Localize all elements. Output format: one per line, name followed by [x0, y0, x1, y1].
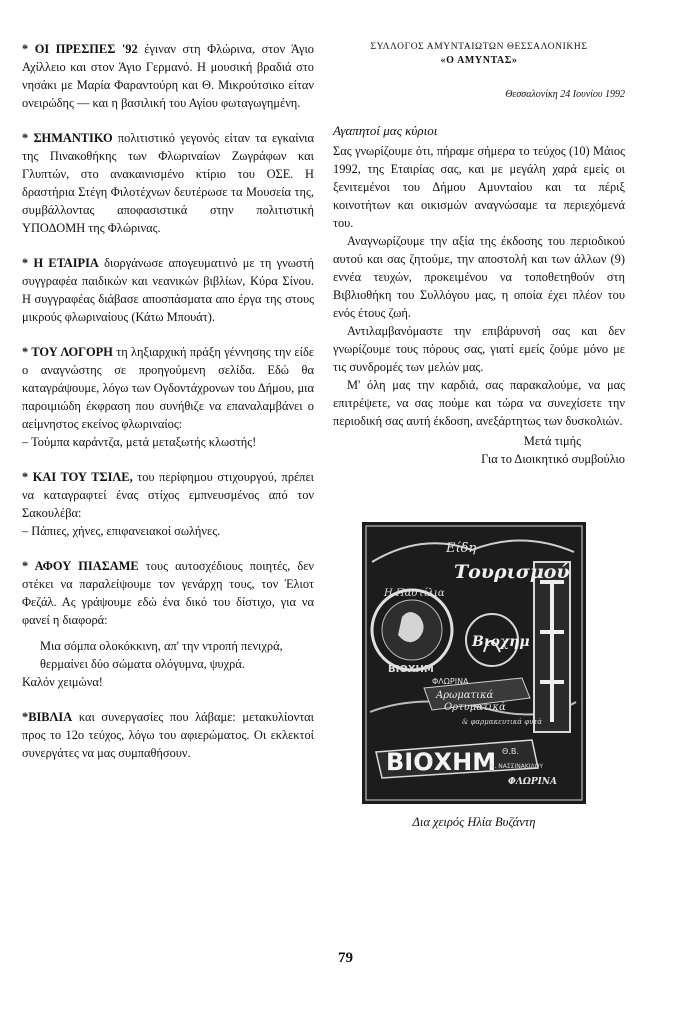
news-item-gallery: * ΣΗΜΑΝΤΙΚΟ πολιτιστικό γεγονός είταν τα εγκαίνια της Πινακοθήκης των Φλωριναίων Ζωγράφων και Γλυπτών, στο ανακαινισμένο κτίριο του ΟΣΕ. Η δραστήρια Στέγη Φιλοτέχνων δευτέρωσε τα Μουσεία της, συμβάλλοντας αποφασιστικά στην πολιτιστική ΥΠΟΔΟΜΗ της Φλώρινας. — [22, 131, 315, 235]
news-item-tsile: * ΚΑΙ ΤΟΥ ΤΣΙΛΕ, του περίφημου στιχουργού, πρέπει να καταγραφτεί ένας στίχος εμπνευσμένος από τον Σακουλέβα: – Πάπιες, χήνες, επιφανειακοί σωλήνες. — [22, 470, 314, 538]
left-column — [22, 40, 314, 779]
org-title: «Ο ΑΜΥΝΤΑΣ» — [440, 55, 518, 66]
sign-text: Αρωματικά — [436, 690, 494, 701]
letter-paragraph: Σας γνωρίζουμε ότι, πήραμε σήμερα το τεύχος (10) Μάιος 1992, της Εταιρίας σας, και με μεγάλη χαρά εμείς οι ξενιτεμένοι του Δήμου Αμυνταίου και τα πέριξ κοινοτήτων και οικισμών αναγνώσαμε τα περιεχόμενά του. — [333, 144, 625, 230]
news-item-logoris: * ΤΟΥ ΛΟΓΟΡΗ τη ληξιαρχική πράξη γέννησης την είδε ο αναγνώστης σε προηγούμενη σελίδα. Εδώ θα καταγράψουμε, λόγω των Ογδοντάχρονων του Δήμου, μια παροιμιώδη έκφραση που συνήθιζε να επαναλαμβάνει ο αείμνηστος εκείνος φλωριναίος: – Τούμπα καράντζα, μετά μεταξωτής κλωστής! — [22, 345, 314, 449]
sign-text: ΒΙΟΧΗΜ — [386, 748, 497, 776]
sign-text: Τουρισμού — [454, 561, 570, 583]
letter-column — [333, 40, 625, 468]
poem-line-1: Μια σόμπα ολοκόκκινη, απ' την ντροπή πενιχρά, — [40, 639, 283, 653]
shop-sign-drawing — [362, 522, 586, 804]
poem — [22, 637, 314, 691]
poem-line-2: θερμαίνει δύο σώματα ολόγυμνα, ψυχρά. — [40, 657, 245, 671]
poem-line-3: Καλόν χειμώνα! — [22, 675, 103, 689]
letter-body — [333, 142, 625, 430]
news-item-poets: * ΑΦΟΥ ΠΙΑΣΑΜΕ τους αυτοσχέδιους ποιητές, δεν στέκει να παραλείψουμε τον γενάρχη τους, τον Έλιοτ Φεζάλ. Ας γράψουμε εδώ ένα δικό του δίστιχο, για να φανεί η διαφορά: — [22, 559, 314, 627]
verse-quote: – Πάπιες, χήνες, επιφανειακοί σωλήνες. — [22, 524, 221, 538]
letter-paragraph: Αναγνωρίζουμε την αξία της έκδοσης του περιοδικού αυτού και σας ζητούμε, την αποστολή και των άλλων (9) εννέα τευχών, προκειμένου να τοποθετηθούν στη Βιβλιοθήκη του Συλλόγου μας, η οποία έχει πλέον του ενός έτους ζωή. — [333, 234, 625, 320]
sign-text: Ν. ΝΑΣΣΙΝΑΚΙΔΟΥ — [490, 763, 544, 770]
sign-text: & φαρμακευτικά φυτά — [462, 718, 542, 726]
news-item-society: * Η ΕΤΑΙΡΙΑ διοργάνωσε απογευματινό με τη γνωστή συγγραφέα παιδικών και νεανικών βιβλίων, Κύρα Σίνου. Η συγγραφέας διάβασε αποσπάσματα απο έργα της στους μικρούς φλωριναίους (Κάτω Μπουάτ). — [22, 256, 314, 324]
signature-board: Για το Διοικητικό συμβούλιο — [481, 452, 625, 466]
sign-text: Η Παστίλια — [384, 588, 445, 599]
letter-signature — [333, 432, 625, 468]
illustration-caption: Δια χειρός Ηλία Βυζάντη — [412, 815, 536, 829]
sign-text: ΦΛΩΡΙΝΑ — [508, 777, 558, 787]
saying-quote: – Τούμπα καράντζα, μετά μεταξωτής κλωστής! — [22, 435, 257, 449]
news-item-prespes: * ΟΙ ΠΡΕΣΠΕΣ '92 έγιναν στη Φλώρινα, στον Άγιο Αχίλλειο και στον Άγιο Γερμανό. Η μουσική βραδιά στο νησάκι με Μαρία Φαραντούρη και Θ. Μικρούτσικο είταν ονειρώδης — και η βασιλική του Αγίου φωταγωγημένη. — [22, 42, 314, 110]
sign-text: Θ.Β. — [502, 747, 519, 756]
sign-text: ΦΛΩΡΙΝΑ — [432, 677, 469, 686]
news-item-books: *ΒΙΒΛΙΑ και συνεργασίες που λάβαμε: μετακυλίονται προς το 12ο τεύχος, λόγω του αφιερώματος. Οι εκλεκτοί συνεργάτες να μας συμπαθήσουν. — [22, 710, 314, 760]
letter-paragraph: Αντιλαμβανόμαστε την επιβάρυνσή σας και δεν γνωρίζουμε τους πόρους σας, γιατί εμείς ζούμε μόνο με τις συνδρομές των μελών μας. — [333, 324, 625, 374]
sign-text: ΒΙΟΧΗΜ — [388, 664, 434, 675]
letter-date: Θεσσαλονίκη 24 Ιουνίου 1992 — [505, 89, 625, 100]
letter-paragraph: Μ' όλη μας την καρδιά, σας παρακαλούμε, να μας επιτρέψετε, να σας πούμε και τώρα να συνεχίσετε την περιοδική σας αυτή έκδοση, ανεξάρτητως των δυσκολιών. — [333, 378, 625, 428]
letter-salutation: Αγαπητοί μας κύριοι — [333, 123, 438, 138]
shop-sign-illustration — [362, 522, 586, 804]
org-name: ΣΥΛΛΟΓΟΣ ΑΜΥΝΤΑΙΩΤΩΝ ΘΕΣΣΑΛΟΝΙΚΗΣ — [370, 42, 588, 52]
sign-text: Ορτυματικά — [444, 702, 506, 713]
signature-closing: Μετά τιμής — [523, 434, 581, 448]
letter-header — [333, 40, 625, 68]
page-number: 79 — [338, 950, 353, 966]
sign-text: Βιοχημ — [472, 634, 530, 650]
sign-text: Είδη — [446, 541, 477, 556]
